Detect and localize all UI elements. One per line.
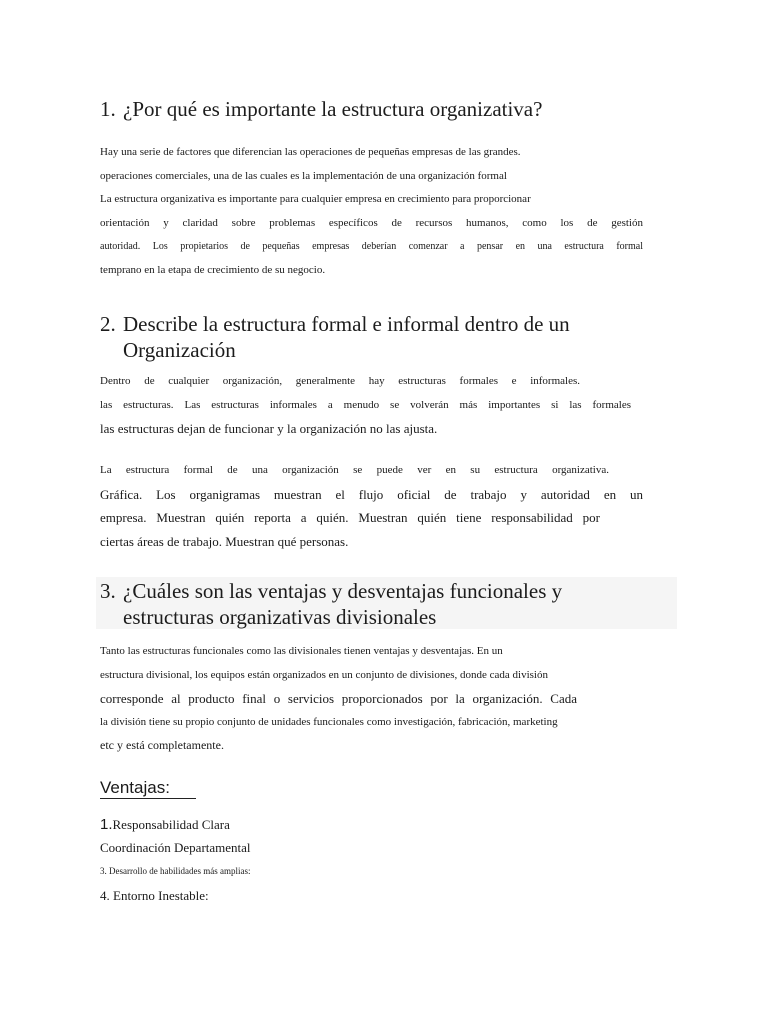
question-number: 1. (100, 97, 116, 121)
paragraph-line: operaciones comerciales, una de las cuales es la implementación de una organización formal (100, 169, 507, 182)
ventajas-heading: Ventajas: (100, 778, 196, 799)
paragraph-line: etc y está completamente. (100, 738, 224, 752)
heading-text-continued: estructuras organizativas divisionales (123, 605, 437, 629)
paragraph-line: Gráfica. Los organigramas muestran el flujo oficial de trabajo y autoridad en un (100, 486, 643, 502)
list-item (100, 814, 251, 836)
paragraph-line: estructura divisional, los equipos están organizados en un conjunto de divisiones, donde cada división (100, 668, 548, 681)
list-item-text: 4. Entorno Inestable: (100, 888, 209, 903)
paragraph-line: temprano en la etapa de crecimiento de su negocio. (100, 263, 326, 276)
question-2-heading (100, 311, 570, 363)
question-3-paragraph (100, 640, 588, 758)
list-item (100, 836, 251, 860)
paragraph-line: la división tiene su propio conjunto de unidades funcionales como investigación, fabricación, marketing (100, 715, 558, 728)
paragraph-line: empresa. Muestran quién reporta a quién. Muestran quién tiene responsabilidad por (100, 510, 600, 525)
heading-text: ¿Por qué es importante la estructura organizativa? (123, 97, 543, 121)
list-item-number: 1. (100, 816, 113, 833)
heading-text: Describe la estructura formal e informal dentro de un (123, 312, 570, 336)
paragraph-line: Tanto las estructuras funcionales como las divisionales tienen ventajas y desventajas. En un (100, 645, 503, 657)
paragraph-line: las estructuras dejan de funcionar y la organización no las ajusta. (100, 421, 438, 436)
list-item-text: 3. Desarrollo de habilidades más amplias: (100, 866, 251, 876)
paragraph-line: corresponde al producto final o servicios proporcionados por la organización. Cada (100, 691, 577, 706)
list-item (100, 882, 251, 910)
paragraph-line: La estructura organizativa es importante para cualquier empresa en crecimiento para proporcionar (100, 193, 531, 205)
ventajas-list (100, 814, 251, 910)
paragraph-line: Dentro de cualquier organización, generalmente hay estructuras formales e informales. (100, 375, 580, 387)
question-2-paragraph-2 (100, 459, 643, 553)
list-item-text: Responsabilidad Clara (112, 817, 230, 832)
paragraph-line: autoridad. Los propietarios de pequeñas empresas deberían comenzar a pensar en una estructura formal (100, 241, 643, 252)
question-number: 3. (100, 579, 116, 603)
heading-text: ¿Cuáles son las ventajas y desventajas funcionales y (123, 579, 563, 603)
paragraph-line: orientación y claridad sobre problemas específicos de recursos humanos, como los de gestión (100, 216, 643, 229)
paragraph-line: La estructura formal de una organización se puede ver en su estructura organizativa. (100, 464, 609, 476)
question-2-paragraph-1 (100, 370, 631, 441)
list-item (100, 860, 251, 882)
question-3-heading (100, 578, 562, 630)
paragraph-line: ciertas áreas de trabajo. Muestran qué personas. (100, 533, 349, 549)
paragraph-line: las estructuras. Las estructuras informales a menudo se volverán más importantes si las formales (100, 398, 631, 411)
question-1-heading (100, 96, 542, 122)
question-1-paragraph (100, 141, 643, 282)
paragraph-line: Hay una serie de factores que diferencian las operaciones de pequeñas empresas de las grandes. (100, 146, 521, 158)
heading-text-continued: Organización (123, 338, 236, 362)
question-number: 2. (100, 312, 116, 336)
list-item-text: Coordinación Departamental (100, 840, 251, 855)
